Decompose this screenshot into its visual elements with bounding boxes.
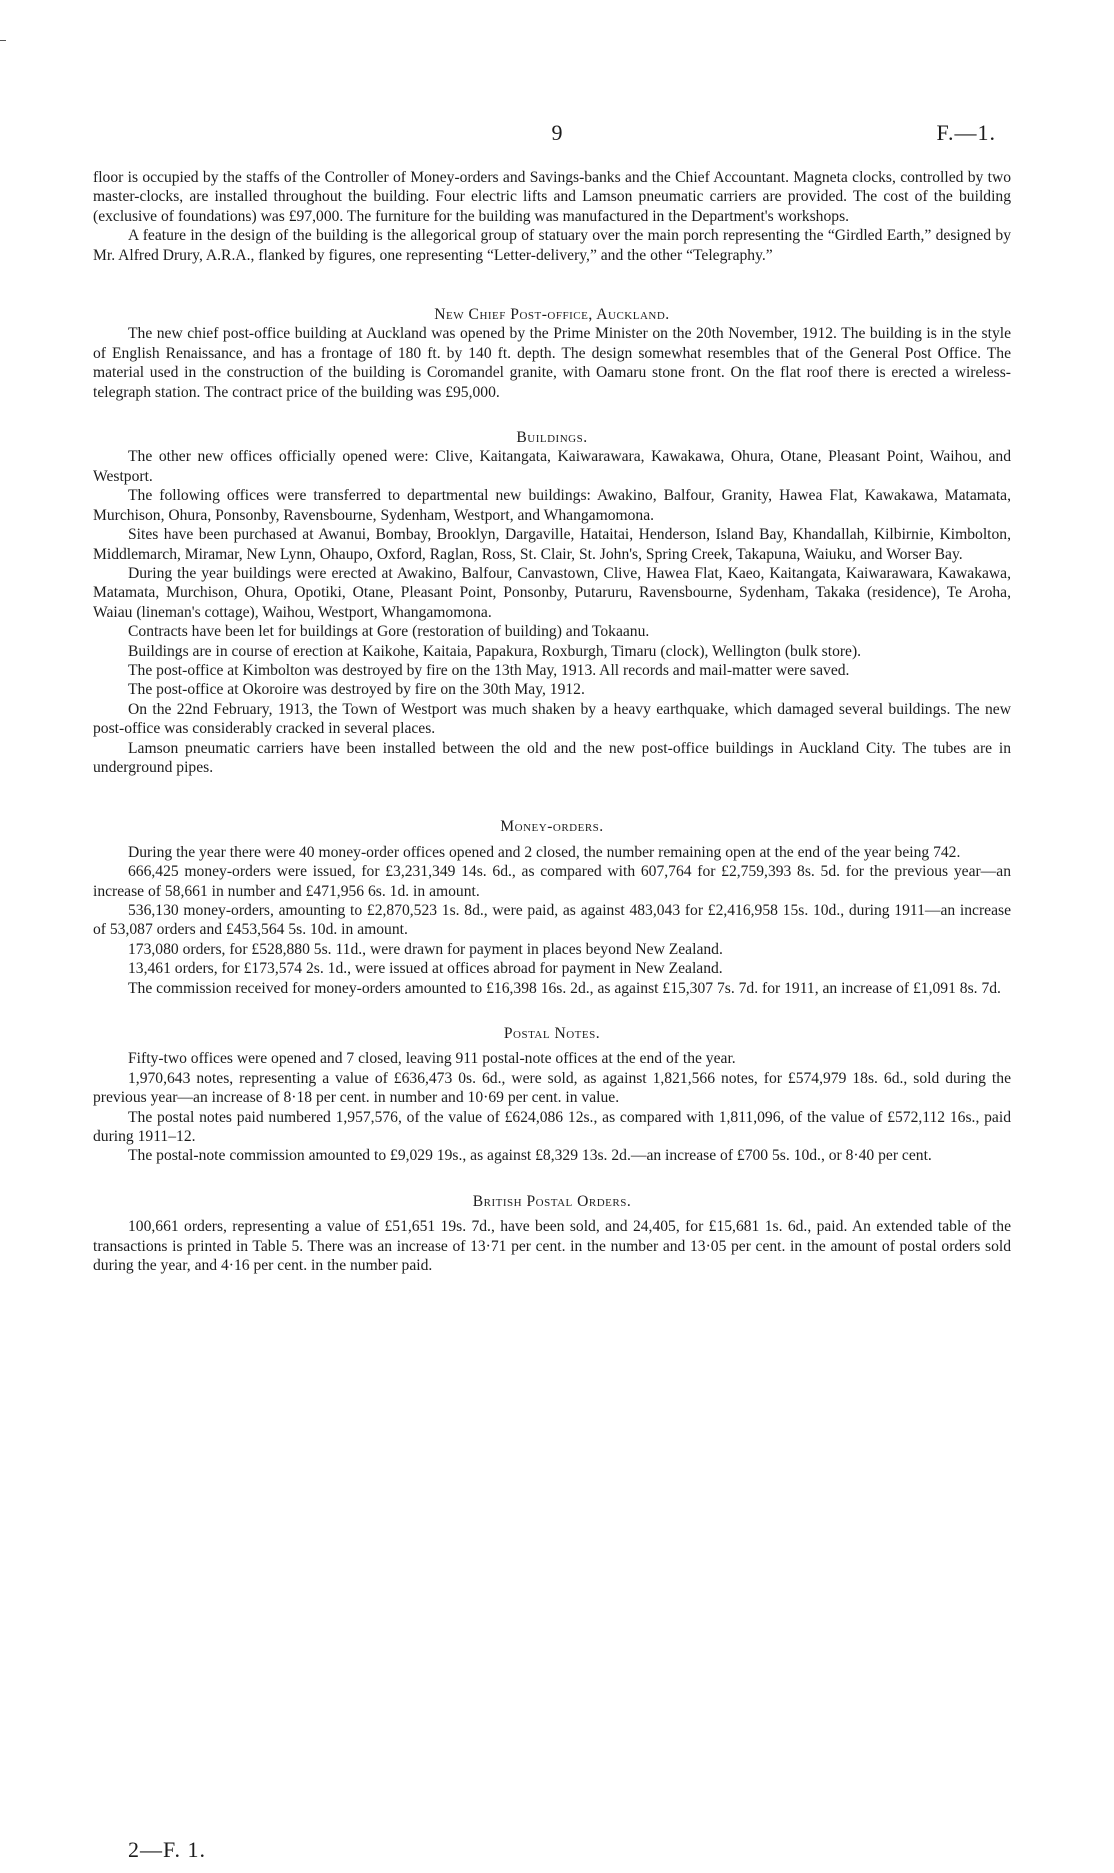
margin-mark	[0, 40, 6, 41]
auckland-section	[93, 305, 1011, 402]
british-postal-orders-section	[93, 1192, 1011, 1276]
paragraph: On the 22nd February, 1913, the Town of Westport was much shaken by a heavy earthquake, which damaged several buildings. The new post-office was considerably cracked in several places.	[93, 700, 1011, 738]
page-number: 9	[551, 120, 563, 145]
paragraph: Buildings are in course of erection at Kaikohe, Kaitaia, Papakura, Roxburgh, Timaru (clock), Wellington (bulk store).	[128, 642, 862, 660]
money-orders-section	[93, 817, 1011, 998]
section-heading: Money-orders.	[500, 818, 604, 836]
paragraph: A feature in the design of the building is the allegorical group of statuary over the main porch representing the “Girdled Earth,” designed by Mr. Alfred Drury, A.R.A., flanked by figures, one representing “Letter-delivery,” and the other “Telegraphy.”	[93, 227, 1011, 264]
paragraph: The commission received for money-orders amounted to £16,398 16s. 2d., as against £15,307 7s. 7d. for 1911, an increase of £1,091 8s. 7d.	[128, 979, 1001, 997]
paragraph: The new chief post-office building at Auckland was opened by the Prime Minister on the 20th November, 1912. The building is in the style of English Renaissance, and has a frontage of 180 ft. by 140 ft. depth. The design somewhat resembles that of the General Post Office. The material used in the construction of the building is Coromandel granite, with Oamaru stone front. On the flat roof there is erected a wireless-telegraph station. The contract price of the building was £95,000.	[93, 325, 1011, 401]
intro-section	[93, 168, 1011, 265]
paragraph: The other new offices officially opened were: Clive, Kaitangata, Kaiwarawara, Kawakawa, Ohura, Otane, Pleasant Point, Waihou, and Westport.	[93, 448, 1011, 485]
paragraph: 666,425 money-orders were issued, for £3,231,349 14s. 6d., as compared with 607,764 for £2,759,393 8s. 5d. for the previous year—an increase of 58,661 in number and £471,956 6s. 1d. in amount.	[93, 863, 1011, 900]
paragraph: The post-office at Okoroire was destroyed by fire on the 30th May, 1912.	[128, 681, 585, 699]
paragraph: The following offices were transferred to departmental new buildings: Awakino, Balfour, Granity, Hawea Flat, Kawakawa, Matamata, Murchison, Ohura, Ponsonby, Ravensbourne, Sydenham, Westport, and Whangamomona.	[93, 487, 1011, 524]
signature-mark: 2—F. 1.	[128, 1837, 206, 1862]
paragraph: During the year buildings were erected at Awakino, Balfour, Canvastown, Clive, Hawea Flat, Kaeo, Kaitangata, Kaiwarawara, Kawakawa, Matamata, Murchison, Ohura, Opotiki, Otane, Pleasant Point, Ponsonby, Putaruru, Ravensbourne, Sydenham, Takaka (residence), Te Aroha, Waiau (lineman's cottage), Waihou, Westport, Whangamomona.	[93, 564, 1011, 621]
section-heading: Postal Notes.	[503, 1025, 601, 1043]
postal-notes-section	[93, 1024, 1011, 1166]
section-heading: British Postal Orders.	[472, 1192, 632, 1210]
paragraph: The post-office at Kimbolton was destroyed by fire on the 13th May, 1913. All records and mail-matter were saved.	[128, 661, 850, 679]
paragraph: Contracts have been let for buildings at Gore (restoration of building) and Tokaanu.	[128, 623, 650, 641]
paragraph: 100,661 orders, representing a value of £51,651 19s. 7d., have been sold, and 24,405, for £15,681 1s. 6d., paid. An extended table of the transactions is printed in Table 5. There was an increase of 13·71 per cent. in the number and 13·05 per cent. in the amount of postal orders sold during the year, and 4·16 per cent. in the number paid.	[93, 1218, 1011, 1275]
paragraph: The postal notes paid numbered 1,957,576, of the value of £624,086 12s., as compared with 1,811,096, of the value of £572,112 16s., paid during 1911–12.	[93, 1108, 1011, 1146]
paragraph: 1,970,643 notes, representing a value of £636,473 0s. 6d., were sold, as against 1,821,566 notes, for £574,979 18s. 6d., sold during the previous year—an increase of 8·18 per cent. in number and 10·69 per cent. in value.	[93, 1069, 1011, 1107]
section-heading: Buildings.	[516, 429, 588, 447]
paragraph: During the year there were 40 money-order offices opened and 2 closed, the number remaining open at the end of the year being 742.	[128, 843, 961, 861]
section-heading: New Chief Post-office, Auckland.	[434, 306, 670, 324]
paragraph: 13,461 orders, for £173,574 2s. 1d., were issued at offices abroad for payment in New Zealand.	[128, 960, 723, 978]
paragraph: The postal-note commission amounted to £9,029 19s., as against £8,329 13s. 2d.—an increase of £700 5s. 10d., or 8·40 per cent.	[128, 1147, 932, 1165]
document-reference: F.—1.	[936, 120, 996, 145]
paragraph: 173,080 orders, for £528,880 5s. 11d., were drawn for payment in places beyond New Zealand.	[128, 940, 723, 958]
buildings-section	[93, 428, 1011, 777]
paragraph: 536,130 money-orders, amounting to £2,870,523 1s. 8d., were paid, as against 483,043 for £2,416,958 15s. 10d., during 1911—an increase of 53,087 orders and £453,564 5s. 10d. in amount.	[93, 902, 1011, 939]
paragraph: floor is occupied by the staffs of the Controller of Money-orders and Savings-banks and the Chief Accountant. Magneta clocks, controlled by two master-clocks, are installed throughout the building. Four electric lifts and Lamson pneumatic carriers are provided. The cost of the building (exclusive of foundations) was £97,000. The furniture for the building was manufactured in the Department's workshops.	[93, 169, 1011, 225]
document-body	[93, 168, 1011, 1276]
paragraph: Fifty-two offices were opened and 7 closed, leaving 911 postal-note offices at the end of the year.	[128, 1050, 736, 1068]
paragraph: Lamson pneumatic carriers have been installed between the old and the new post-office buildings in Auckland City. The tubes are in underground pipes.	[93, 739, 1011, 776]
paragraph: Sites have been purchased at Awanui, Bombay, Brooklyn, Dargaville, Hataitai, Henderson, Island Bay, Khandallah, Kilbirnie, Kimbolton, Middlemarch, Miramar, New Lynn, Ohaupo, Oxford, Raglan, Ross, St. Clair, St. John's, Spring Creek, Takapuna, Waiuku, and Worser Bay.	[93, 526, 1011, 563]
